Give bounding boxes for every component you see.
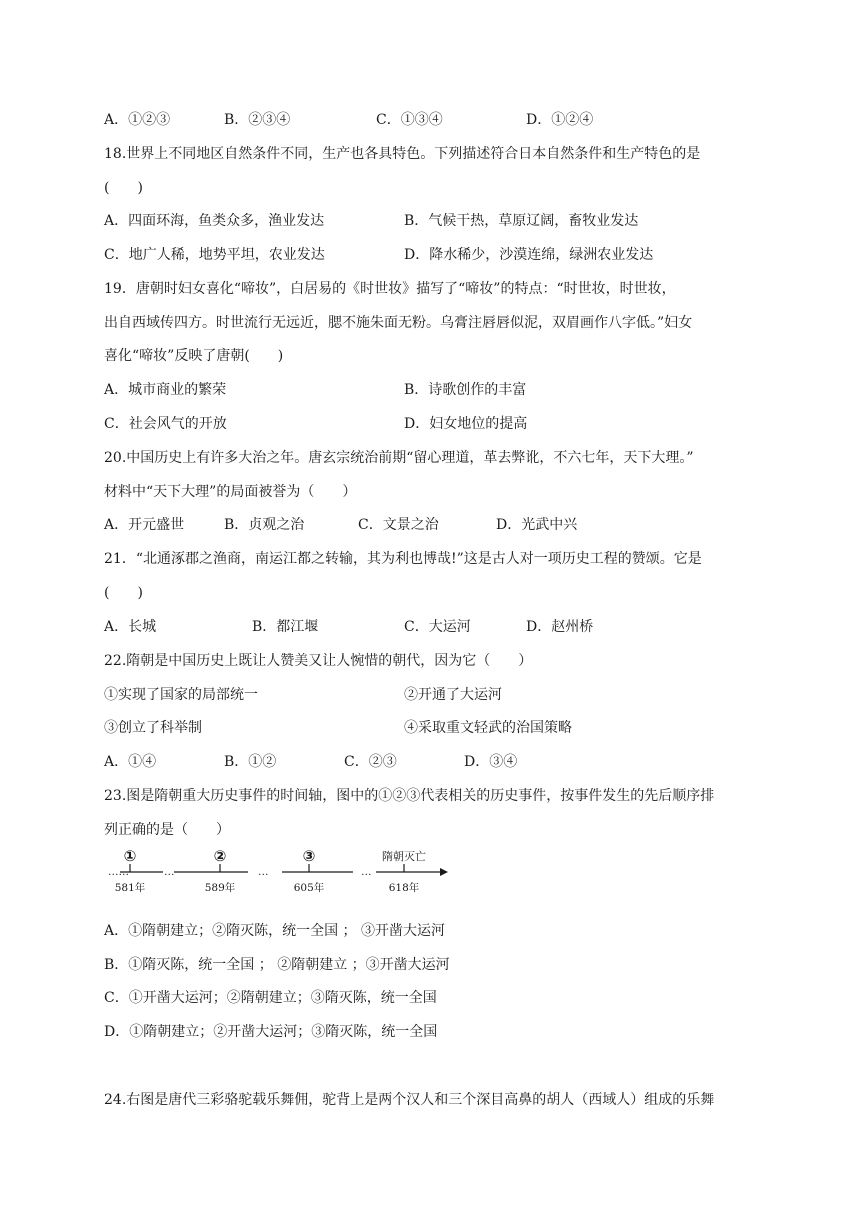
- q22-option-a: A．①④: [104, 754, 157, 770]
- timeline-marker-1: ①: [123, 848, 137, 865]
- q20-option-b: B．贞观之治: [224, 517, 305, 533]
- timeline-dots-4: …: [361, 866, 372, 878]
- q21-option-a: A．长城: [104, 619, 157, 635]
- q18-option-b: B．气候干热，草原辽阔，畜牧业发达: [404, 213, 639, 229]
- timeline-dots-2: …: [164, 866, 175, 878]
- q17-option-d: D．①②④: [526, 112, 594, 128]
- q22-item-3: ③创立了科举制: [104, 720, 202, 736]
- q21-stem-line-2: ( ): [104, 585, 143, 601]
- timeline-year-1: 581年: [114, 882, 146, 894]
- q23-stem-line-1: 23.图是隋朝重大历史事件的时间轴，图中的①②③代表相关的历史事件，按事件发生的先后顺序排: [104, 788, 715, 804]
- q23-stem-line-2: 列正确的是（ ）: [104, 822, 230, 838]
- q22-item-2: ②开通了大运河: [404, 687, 502, 703]
- q18-option-d: D．降水稀少，沙漠连绵，绿洲农业发达: [404, 247, 654, 263]
- timeline-year-2: 589年: [204, 882, 236, 894]
- q19-option-d: D．妇女地位的提高: [404, 416, 528, 432]
- q23-option-a: A．①隋朝建立；②隋灭陈，统一全国 ； ③开凿大运河: [104, 923, 446, 939]
- q23-option-b: B．①隋灭陈，统一全国 ； ②隋朝建立 ；③开凿大运河: [104, 957, 450, 973]
- q20-stem-line-1: 20.中国历史上有许多大治之年。唐玄宗统治前期“留心理道，革去弊讹，不六七年，天下大理。”: [104, 450, 694, 466]
- timeline-marker-3: ③: [302, 848, 316, 865]
- q21-option-b: B．都江堰: [252, 619, 319, 635]
- q19-option-c: C．社会风气的开放: [104, 416, 227, 432]
- q18-option-c: C．地广人稀，地势平坦，农业发达: [104, 247, 325, 263]
- q17-option-a: A．①②③: [104, 112, 171, 128]
- q22-option-b: B．①②: [224, 754, 277, 770]
- q24-stem-line-1: 24.右图是唐代三彩骆驼载乐舞佣，驼背上是两个汉人和三个深目高鼻的胡人（西域人）组成的乐舞: [104, 1092, 715, 1108]
- q23-option-d: D．①隋朝建立；②开凿大运河；③隋灭陈，统一全国: [104, 1024, 438, 1040]
- q22-option-c: C．②③: [344, 754, 397, 770]
- q18-stem-line-1: 18.世界上不同地区自然条件不同，生产也各具特色。下列描述符合日本自然条件和生产特色的是: [104, 146, 701, 162]
- q18-option-a: A．四面环海，鱼类众多，渔业发达: [104, 213, 325, 229]
- q22-item-1: ①实现了国家的局部统一: [104, 687, 258, 703]
- q21-option-d: D．赵州桥: [526, 619, 594, 635]
- q20-option-d: D．光武中兴: [496, 517, 578, 533]
- timeline-marker-2: ②: [213, 848, 227, 865]
- q19-stem-line-1: 19．唐朝时妇女喜化“啼妆”，白居易的《时世妆》描写了“啼妆”的特点：“时世妆，时世妆，: [104, 281, 676, 297]
- timeline-dots-1: ……: [108, 866, 129, 878]
- q19-option-b: B．诗歌创作的丰富: [404, 382, 527, 398]
- q19-stem-line-2: 出自西域传四方。时世流行无远近，腮不施朱面无粉。乌膏注唇唇似泥，双眉画作八字低。”妇女: [104, 315, 693, 331]
- q22-stem-line-1: 22.隋朝是中国历史上既让人赞美又让人惋惜的朝代，因为它（ ）: [104, 653, 533, 669]
- timeline-arrow-icon: [440, 868, 448, 876]
- q22-option-d: D．③④: [464, 754, 518, 770]
- q19-option-a: A．城市商业的繁荣: [104, 382, 227, 398]
- timeline-graphic: [108, 848, 453, 898]
- sui-dynasty-timeline: [108, 848, 453, 898]
- q22-item-4: ④采取重文轻武的治国策略: [404, 720, 572, 736]
- timeline-year-4: 618年: [388, 882, 420, 894]
- timeline-dots-3: …: [258, 866, 269, 878]
- q21-stem-line-1: 21．“北通涿郡之渔商，南运江都之转输，其为利也博哉!”这是古人对一项历史工程的赞颂。它是: [104, 551, 702, 567]
- q19-stem-line-3: 喜化“啼妆”反映了唐朝( ): [104, 348, 284, 364]
- q20-option-c: C．文景之治: [358, 517, 439, 533]
- timeline-marker-4: 隋朝灭亡: [382, 850, 426, 863]
- timeline-year-3: 605年: [293, 882, 325, 894]
- q18-stem-line-2: ( ): [104, 180, 143, 196]
- q21-option-c: C．大运河: [404, 619, 471, 635]
- q17-option-b: B．②③④: [224, 112, 291, 128]
- q17-option-c: C．①③④: [376, 112, 443, 128]
- q20-option-a: A．开元盛世: [104, 517, 185, 533]
- q23-option-c: C．①开凿大运河；②隋朝建立；③隋灭陈，统一全国: [104, 990, 437, 1006]
- q20-stem-line-2: 材料中“天下大理”的局面被誉为（ ）: [104, 484, 357, 500]
